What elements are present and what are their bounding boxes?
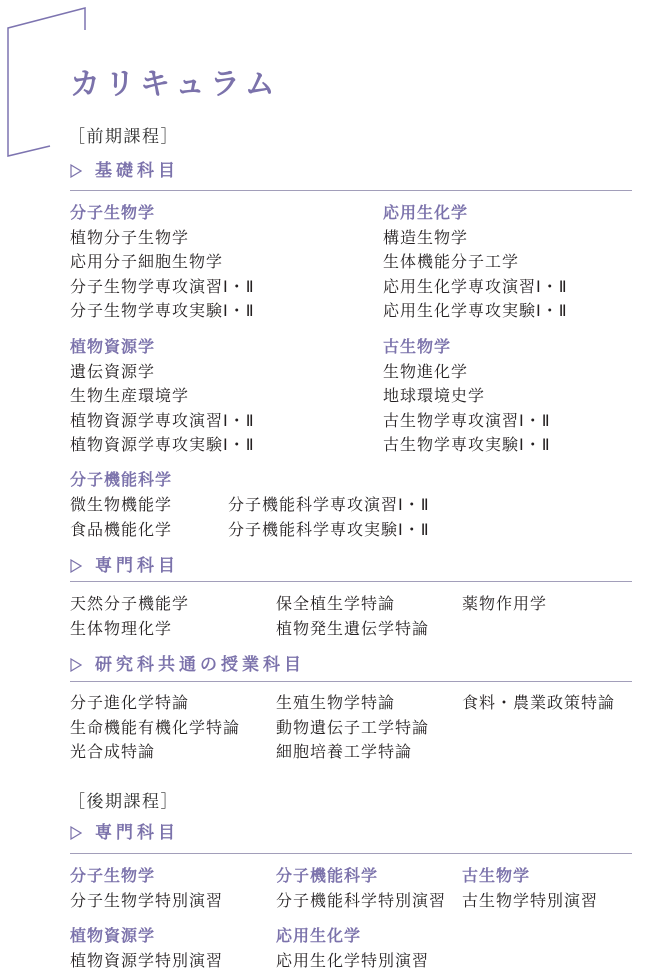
triangle-marker-icon: [70, 164, 82, 178]
course-item: 生殖生物学特論: [276, 693, 396, 712]
course-item: 生体物理化学: [70, 618, 173, 638]
doctoral-group-paleontology: [462, 864, 598, 913]
page-title: カリキュラム: [70, 67, 280, 102]
group-molecular-biology: [70, 201, 255, 324]
course-item: 分子機能科学専攻演習Ⅰ・Ⅱ: [228, 495, 430, 514]
doctoral-specialized-heading: [70, 821, 179, 845]
group-molecular-function-col-2: [228, 493, 430, 542]
course-item: 分子生物学特別演習: [70, 890, 224, 910]
course-item: 分子生物学専攻実験Ⅰ・Ⅱ: [70, 301, 255, 320]
triangle-marker-icon: [70, 826, 82, 840]
course-item: 応用分子細胞生物学: [70, 252, 224, 271]
course-item: 天然分子機能学: [70, 594, 190, 613]
course-item: 分子生物学専攻演習Ⅰ・Ⅱ: [70, 276, 255, 296]
basic-subjects-heading: [70, 159, 179, 183]
course-item: 古生物学専攻演習Ⅰ・Ⅱ: [383, 410, 551, 430]
group-heading: 分子機能科学: [70, 470, 173, 489]
section-divider: [70, 581, 632, 582]
course-item: 応用生化学専攻実験Ⅰ・Ⅱ: [383, 301, 568, 320]
first-term-label: ［前期課程］: [68, 127, 179, 147]
group-heading: 植物資源学: [70, 337, 156, 356]
common-col-2: [276, 691, 429, 765]
section-divider: [70, 681, 632, 682]
course-item: 食料・農業政策特論: [462, 693, 616, 712]
course-item: 分子機能科学特別演習: [276, 890, 447, 910]
group-plant-resources: [70, 335, 255, 458]
course-item: 生命機能有機化学特論: [70, 717, 241, 737]
group-applied-biochemistry: [383, 201, 568, 324]
doctoral-group-molecular-function: [276, 864, 446, 913]
course-item: 構造生物学: [383, 227, 469, 247]
group-molecular-function-heading: [70, 468, 172, 493]
course-item: 光合成特論: [70, 742, 156, 761]
course-item: 植物分子生物学: [70, 227, 190, 247]
course-item: 分子進化学特論: [70, 693, 190, 712]
common-subjects-heading: [70, 653, 305, 677]
group-heading: 分子生物学: [70, 866, 156, 885]
course-item: 植物発生遺伝学特論: [276, 618, 430, 638]
doctoral-group-applied-biochemistry: [276, 924, 429, 973]
course-item: 応用生化学専攻演習Ⅰ・Ⅱ: [383, 276, 568, 296]
course-item: 保全植生学特論: [276, 594, 396, 613]
section-divider: [70, 853, 632, 854]
group-heading: 古生物学: [462, 866, 531, 885]
group-heading: 分子機能科学: [276, 866, 379, 885]
course-item: 地球環境史学: [383, 386, 486, 405]
second-term-label: ［後期課程］: [68, 792, 179, 812]
section-divider: [70, 190, 632, 191]
specialized-col-2: [276, 592, 429, 641]
course-item: 動物遺伝子工学特論: [276, 717, 430, 737]
course-item: 応用生化学特別演習: [276, 950, 430, 970]
common-col-3: [462, 691, 615, 716]
section-heading-text: 基礎科目: [95, 161, 179, 181]
course-item: 生体機能分子工学: [383, 252, 520, 271]
doctoral-group-plant-resources: [70, 924, 223, 973]
course-item: 細胞培養工学特論: [276, 742, 413, 761]
section-heading-text: 専門科目: [95, 556, 179, 576]
course-item: 古生物学特別演習: [462, 890, 599, 910]
group-heading: 古生物学: [383, 337, 452, 356]
triangle-marker-icon: [70, 559, 82, 573]
course-item: 食品機能化学: [70, 519, 173, 539]
section-heading-text: 専門科目: [95, 823, 179, 843]
triangle-marker-icon: [70, 658, 82, 672]
course-item: 薬物作用学: [462, 594, 548, 613]
group-heading: 分子生物学: [70, 203, 156, 222]
course-item: 分子機能科学専攻実験Ⅰ・Ⅱ: [228, 519, 430, 539]
course-item: 生物生産環境学: [70, 386, 190, 405]
course-item: 生物進化学: [383, 361, 469, 381]
group-paleontology: [383, 335, 551, 458]
specialized-subjects-heading: [70, 554, 179, 578]
specialized-col-1: [70, 592, 189, 641]
course-item: 植物資源学専攻実験Ⅰ・Ⅱ: [70, 435, 255, 454]
course-item: 植物資源学特別演習: [70, 950, 224, 970]
course-item: 古生物学専攻実験Ⅰ・Ⅱ: [383, 435, 551, 454]
course-item: 遺伝資源学: [70, 361, 156, 381]
specialized-col-3: [462, 592, 547, 617]
group-heading: 応用生化学: [383, 203, 469, 222]
common-col-1: [70, 691, 240, 765]
group-molecular-function-col-1: [70, 493, 172, 542]
course-item: 微生物機能学: [70, 495, 173, 514]
doctoral-group-molecular-biology: [70, 864, 223, 913]
section-heading-text: 研究科共通の授業科目: [95, 655, 305, 675]
group-heading: 植物資源学: [70, 926, 156, 945]
group-heading: 応用生化学: [276, 926, 362, 945]
course-item: 植物資源学専攻演習Ⅰ・Ⅱ: [70, 410, 255, 430]
